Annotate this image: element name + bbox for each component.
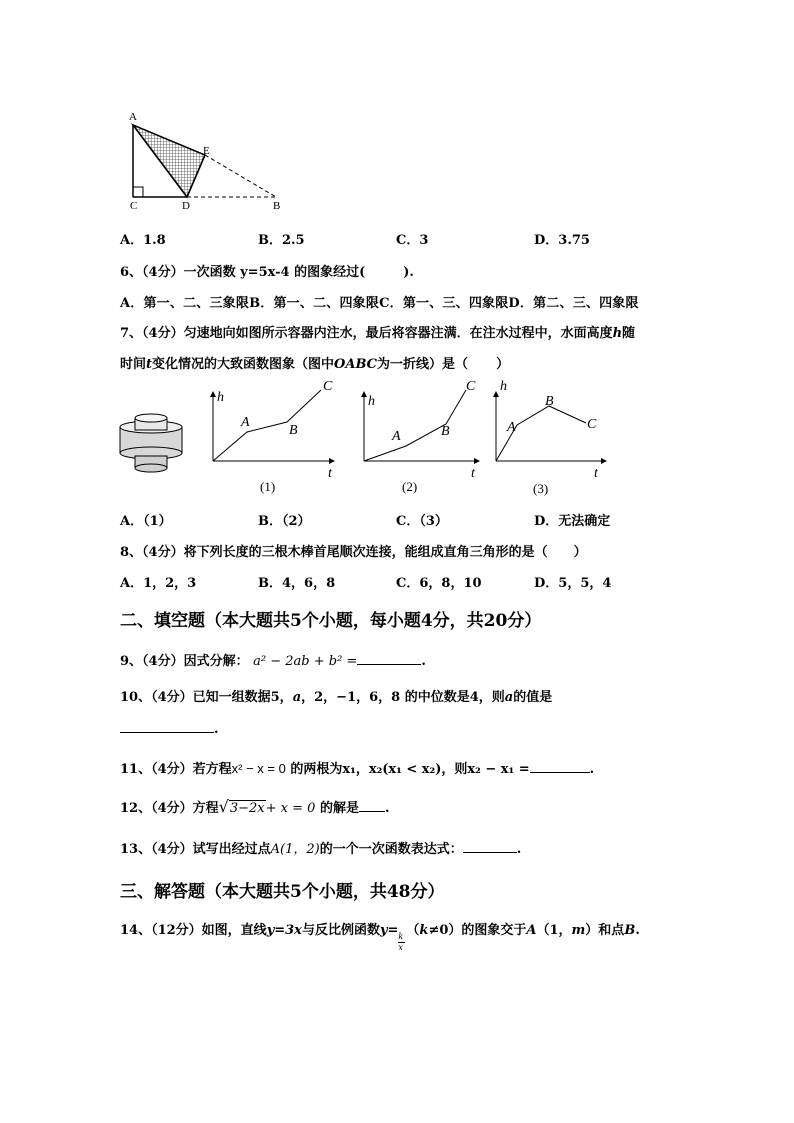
graph2-A: A: [392, 429, 401, 444]
q7-stem-line1: 7、（4分）匀速地向如图所示容器内注水，最后将容器注满．在注水过程中，水面高度h随: [120, 326, 636, 341]
graph2-B: B: [441, 424, 450, 439]
q7-option-d: D．无法确定: [534, 514, 611, 529]
graph1-t: t: [328, 466, 332, 481]
q6-options: A．第一、二、三象限B．第一、二、四象限C．第一、三、四象限D．第二、三、四象限: [120, 296, 639, 311]
q8-option-a: A．1，2，3: [120, 576, 197, 591]
q5-option-a: A．1.8: [120, 233, 166, 248]
graph2-C: C: [466, 379, 476, 394]
graph3-A: A: [507, 420, 516, 435]
graph1-h: h: [217, 390, 224, 405]
graph-1: [213, 379, 334, 494]
q13: 13、（4分）试写出经过点A(1，2)的一个一次函数表达式： .: [120, 842, 522, 857]
q7-option-c: C．（3）: [396, 514, 448, 529]
graph3-C: C: [587, 417, 597, 432]
q5-option-c: C．3: [396, 233, 429, 248]
graph3-t: t: [594, 466, 598, 481]
q8-option-d: D．5，5，4: [534, 576, 612, 591]
q14: 14、（12分）如图，直线y=3x与反比例函数y= $\frac{k}{x}$ （k≠0）的图象交于A（1，m）和点B.: [120, 923, 640, 952]
graph1-B: B: [289, 423, 298, 438]
fraction-denominator: x: [398, 943, 403, 952]
q8-option-b: B．4，6，8: [258, 576, 336, 591]
q10: 10、（4分）已知一组数据5，a，2，−1，6，8 的中位数是4，则a的值是: [120, 690, 553, 705]
fraction-numerator: k: [398, 932, 404, 941]
graph3-caption: (3): [533, 481, 549, 496]
graph1-C: C: [323, 379, 333, 394]
label-C: C: [130, 200, 138, 212]
q9: 9、（4分）因式分解： a² − 2ab + b² = .: [120, 654, 426, 669]
graph2-h: h: [368, 394, 375, 409]
graph3-B: B: [545, 394, 554, 409]
graph-3: [496, 379, 606, 496]
label-E: E: [203, 145, 210, 157]
q12: 12、（4分）方程√3−2x+ x = 0 的解是 .: [120, 797, 390, 816]
label-B: B: [273, 200, 281, 212]
graph1-caption: (1): [260, 479, 276, 494]
graph1-A: A: [241, 415, 250, 430]
q7-option-a: A．（1）: [120, 514, 172, 529]
graph2-t: t: [471, 466, 475, 481]
q7-figure: [116, 378, 611, 500]
shaded-triangle: [133, 125, 205, 197]
graph2-caption: (2): [402, 479, 418, 494]
q11: 11、（4分）若方程x² − x = 0 的两根为x₁，x₂(x₁ < x₂)，则x₂ − x₁ = .: [120, 761, 595, 777]
q7-stem-line2: 时间t变化情况的大致函数图象（图中OABC为一折线）是（ ）: [120, 357, 510, 372]
q8-stem: 8、（4分）将下列长度的三根木棒首尾顺次连接，能组成直角三角形的是（ ）: [120, 545, 587, 560]
q6-stem: 6、（4分）一次函数 y=5x-4 的图象经过( ).: [120, 265, 414, 280]
label-D: D: [182, 200, 190, 212]
q10-answer-blank: .: [120, 720, 219, 737]
section-3-heading: 三、解答题（本大题共5个小题，共48分）: [120, 882, 445, 902]
section-2-heading: 二、填空题（本大题共5个小题，每小题4分，共20分）: [120, 611, 542, 631]
q5-option-d: D．3.75: [534, 233, 590, 248]
container-icon: [120, 414, 182, 472]
graph-2: [364, 379, 479, 494]
triangle-figure: [118, 108, 298, 213]
q8-option-c: C．6，8，10: [396, 576, 482, 591]
q5-option-b: B．2.5: [258, 233, 305, 248]
q7-option-b: B．（2）: [258, 514, 311, 529]
label-A: A: [129, 111, 137, 123]
graph3-h: h: [500, 379, 507, 394]
